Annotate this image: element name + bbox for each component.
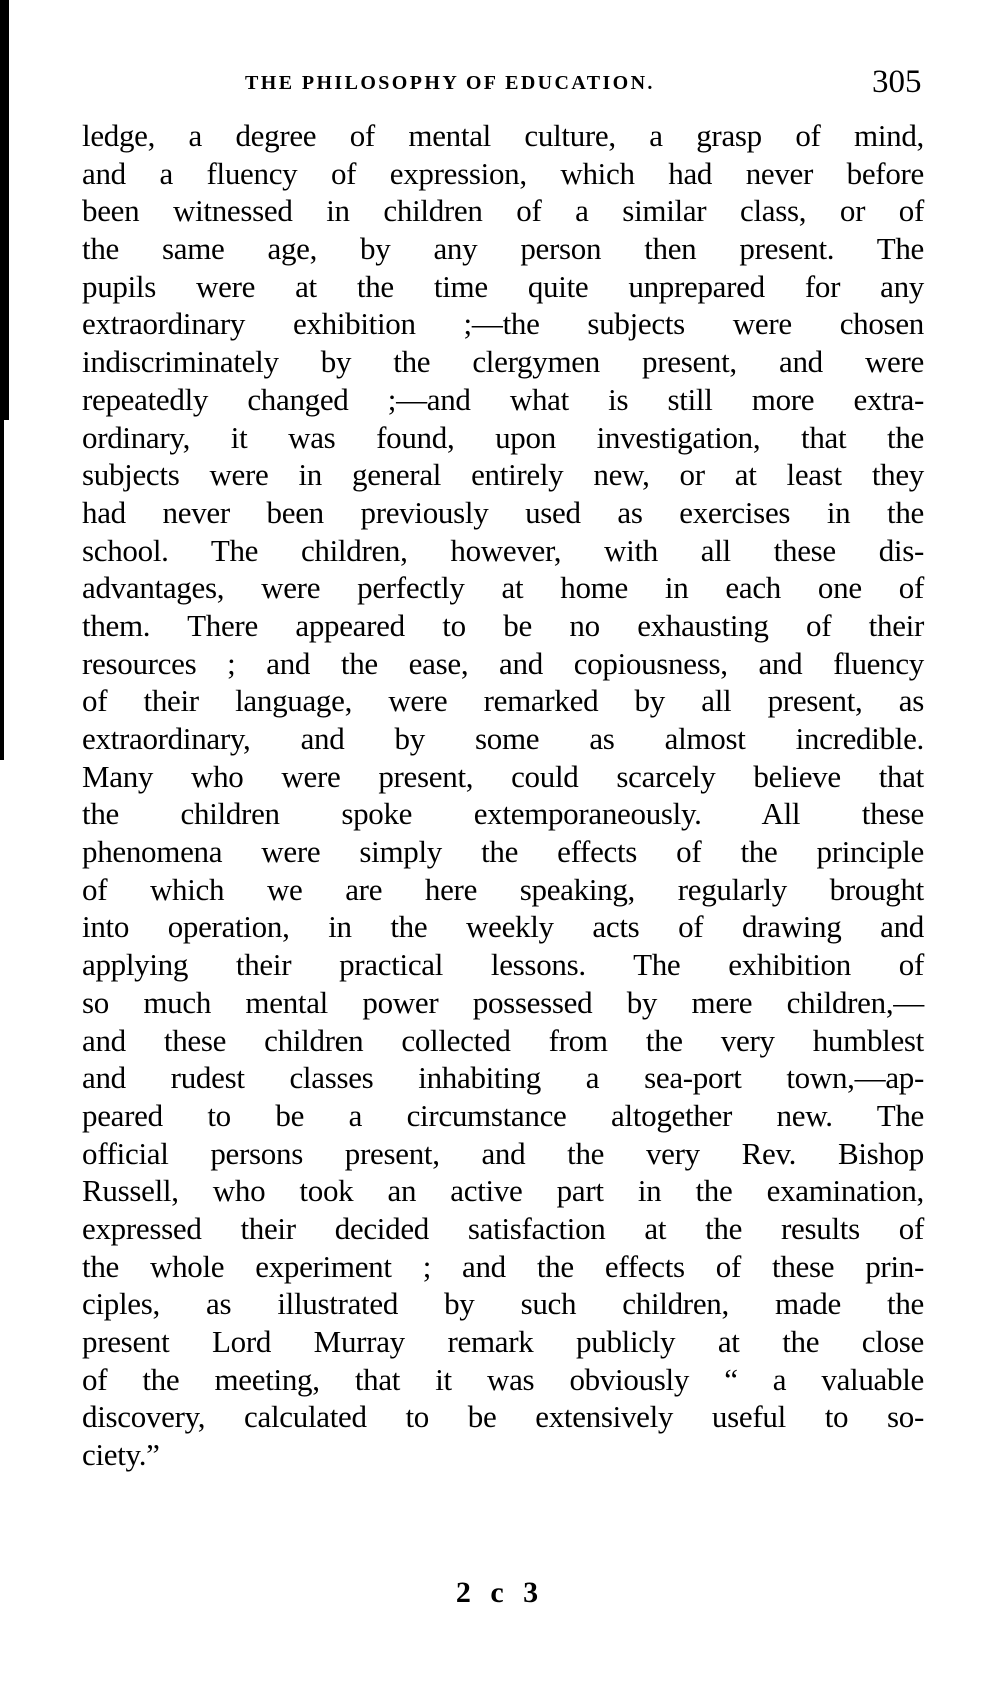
text-line: Many who were present, could scarcely believe that [82, 758, 924, 794]
text-line: of their language, were remarked by all present, as [82, 683, 924, 719]
text-line: the whole experiment ; and the effects of these prin- [82, 1248, 924, 1284]
text-line: peared to be a circumstance altogether new. The [82, 1097, 924, 1133]
text-line: present Lord Murray remark publicly at the close [82, 1324, 924, 1359]
text-line: the same age, by any person then present. The [82, 231, 924, 267]
page-number: 305 [872, 64, 922, 100]
text-line: ciples, as illustrated by such children, made the [82, 1286, 924, 1322]
text-line: so much mental power possessed by mere children,— [82, 984, 924, 1020]
text-line: expressed their decided satisfaction at the results of [82, 1210, 924, 1246]
text-line: repeatedly changed ;—and what is still more extra- [82, 381, 924, 417]
text-line: them. There appeared to be no exhausting of their [82, 607, 924, 643]
body-text [82, 117, 924, 1474]
scan-edge-shadow-thin [0, 420, 4, 760]
text-line: Russell, who took an active part in the examination, [82, 1173, 924, 1209]
text-line: official persons present, and the very Rev. Bishop [82, 1135, 924, 1171]
text-line: of which we are here speaking, regularly brought [82, 871, 924, 907]
text-line: and these children collected from the very humblest [82, 1022, 924, 1058]
text-line: discovery, calculated to be extensively useful to so- [82, 1399, 924, 1435]
scan-edge-shadow [0, 0, 9, 420]
text-line: and a fluency of expression, which had never before [82, 155, 924, 191]
text-line: been witnessed in children of a similar class, or of [82, 193, 924, 229]
running-title: THE PHILOSOPHY OF EDUCATION. [245, 72, 655, 94]
signature-mark: 2 c 3 [455, 1576, 545, 1609]
text-line: extraordinary, and by some as almost incredible. [82, 721, 924, 756]
running-head [0, 66, 1000, 106]
text-line: ordinary, it was found, upon investigation, that the [82, 419, 924, 455]
text-line: resources ; and the ease, and copiousness, and fluency [82, 645, 924, 681]
text-line: had never been previously used as exercises in the [82, 494, 924, 530]
text-line: ledge, a degree of mental culture, a grasp of mind, [82, 118, 924, 153]
text-line: the children spoke extemporaneously. All these [82, 796, 924, 832]
text-line: extraordinary exhibition ;—the subjects were chosen [82, 306, 924, 342]
text-line: applying their practical lessons. The exhibition of [82, 947, 924, 983]
text-line: subjects were in general entirely new, or at least they [82, 457, 924, 493]
text-line: into operation, in the weekly acts of drawing and [82, 909, 924, 945]
text-line: advantages, were perfectly at home in each one of [82, 570, 924, 606]
text-line: of the meeting, that it was obviously “ a valuable [82, 1361, 924, 1397]
text-line: school. The children, however, with all these dis- [82, 532, 924, 568]
text-line: pupils were at the time quite unprepared for any [82, 268, 924, 304]
text-line-final: ciety.” [82, 1437, 160, 1473]
text-line: indiscriminately by the clergymen present, and were [82, 344, 924, 380]
text-line: phenomena were simply the effects of the principle [82, 834, 924, 870]
text-line: and rudest classes inhabiting a sea-port town,—ap- [82, 1060, 924, 1096]
